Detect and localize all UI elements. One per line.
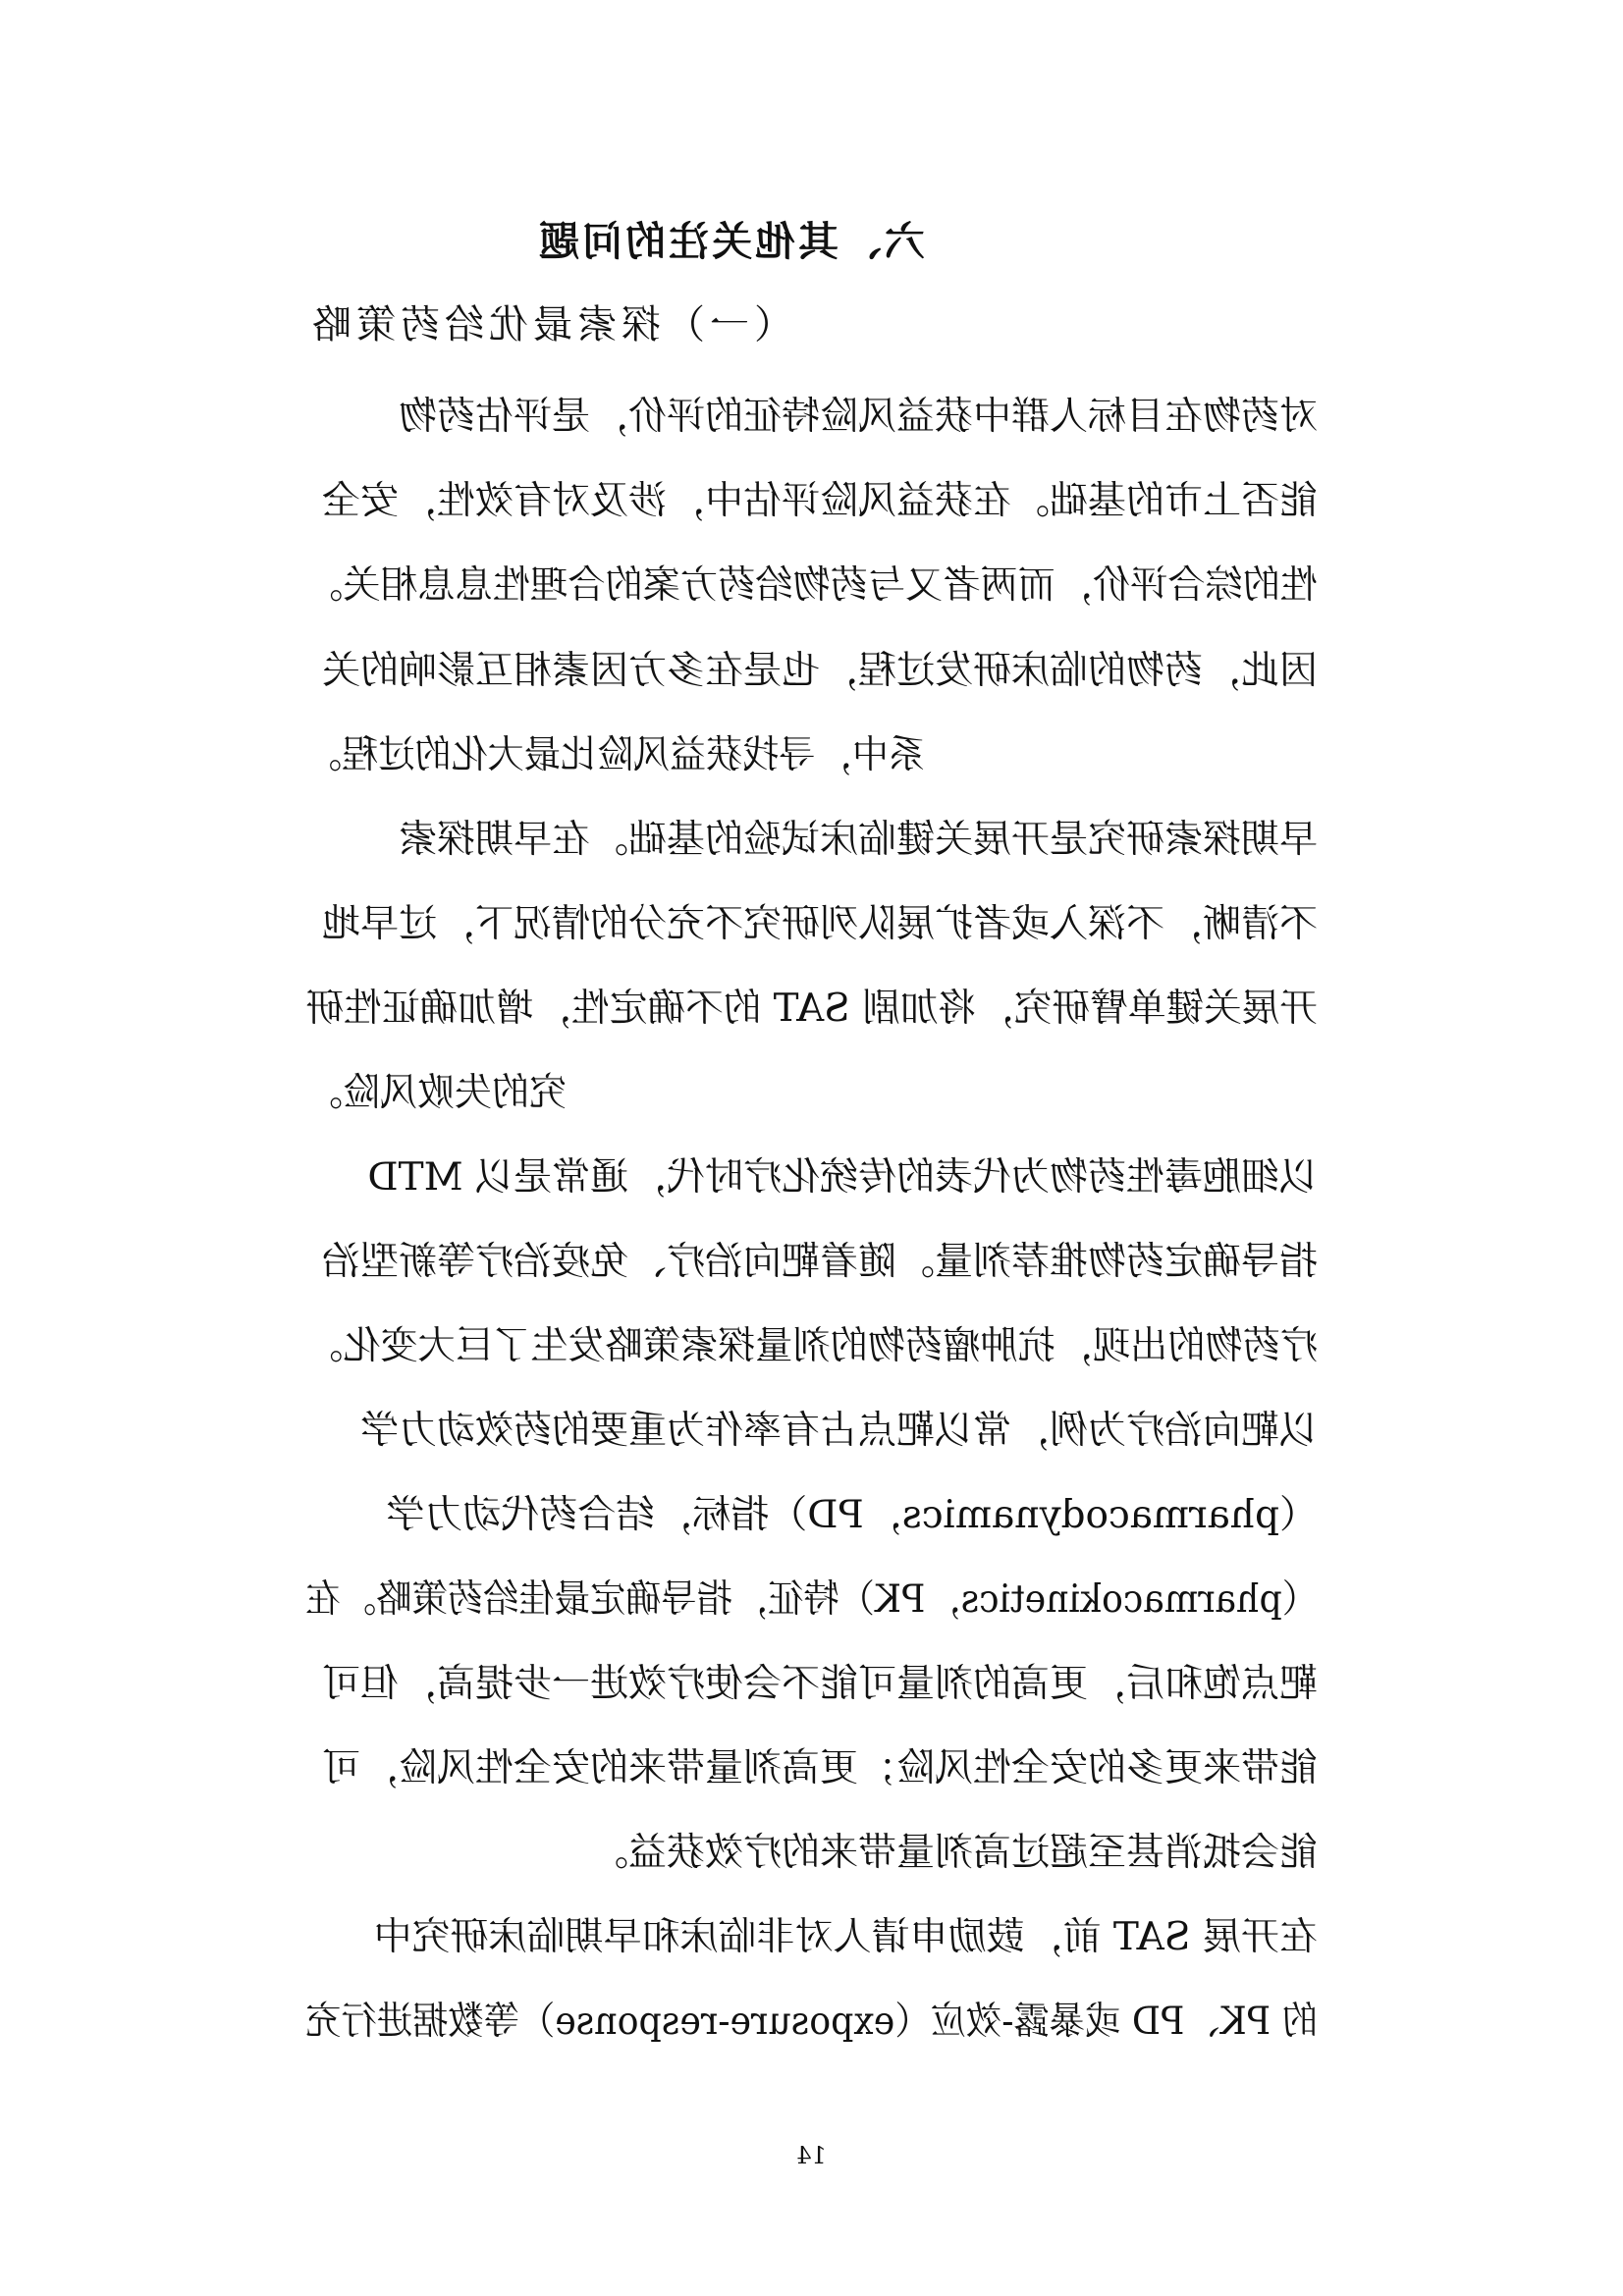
body-line: （pharmacokinetics，PK）特征，指导确定最佳给药策略。在: [304, 1577, 1318, 1622]
body-line: 因此，药物的临床研发过程，也是在多方因素相互影响的关: [321, 649, 1318, 693]
body-line: 以细胞毒性药物为代表的传统化疗时代，通常是以 MTD: [367, 1155, 1318, 1200]
body-line: （pharmacodynamics，PD）指标，结合药代动力学: [386, 1493, 1318, 1537]
body-line: 靶点饱和后，更高的剂量可能不会使疗效进一步提高，但可: [321, 1662, 1318, 1706]
body-line: 疗药物的出现，抗肿瘤药物的剂量探索策略发生了巨大变化。: [304, 1324, 1318, 1368]
body-line: 能否上市的基础。在获益风险评估中，涉及对有效性，安全: [321, 479, 1318, 523]
body-line: 的 PK、PD 或暴露-效应（exposure-response）等数据进行充: [305, 2000, 1318, 2044]
body-line: 早期探索研究是开展关键临床试验的基础。在早期探索: [398, 818, 1318, 862]
body-line: 在开展 SAT 前，鼓励申请人对非临床和早期临床研究中: [373, 1915, 1318, 1959]
section-title: 六、其他关注的问题: [536, 218, 925, 265]
body-line: 究的失败风险。: [304, 1071, 567, 1115]
body-line: 指导确定药物推荐剂量。随着靶向治疗、免疫治疗等新型治: [321, 1240, 1318, 1284]
body-line: 系中，寻找获益风险比最大化的过程。: [305, 733, 925, 777]
body-line: 不清晰，不深入或者扩展队列研究不充分的情况下，过早地: [321, 902, 1318, 946]
body-line: 能带来更多的安全性风险；更高剂量带来的安全性风险，可: [321, 1746, 1318, 1790]
body-line: 以靶向治疗为例，常以靶点占有率作为重要的药效动力学: [359, 1409, 1318, 1453]
body-line: 对药物在目标人群中获益风险特征的评价，是评估药物: [398, 395, 1318, 439]
body-line: 性的综合评价，而两者又与药物给药方案的合理性息息相关。: [304, 563, 1318, 608]
body-line: 能会抵消甚至超过高剂量带来的疗效获益。: [589, 1831, 1318, 1875]
subsection-title: （一）探索最优给药策略: [307, 302, 793, 347]
page-number: 14: [796, 2142, 827, 2169]
body-line: 开展关键单臂研究，将加剧 SAT 的不确定性，增加确证性研: [305, 987, 1318, 1031]
